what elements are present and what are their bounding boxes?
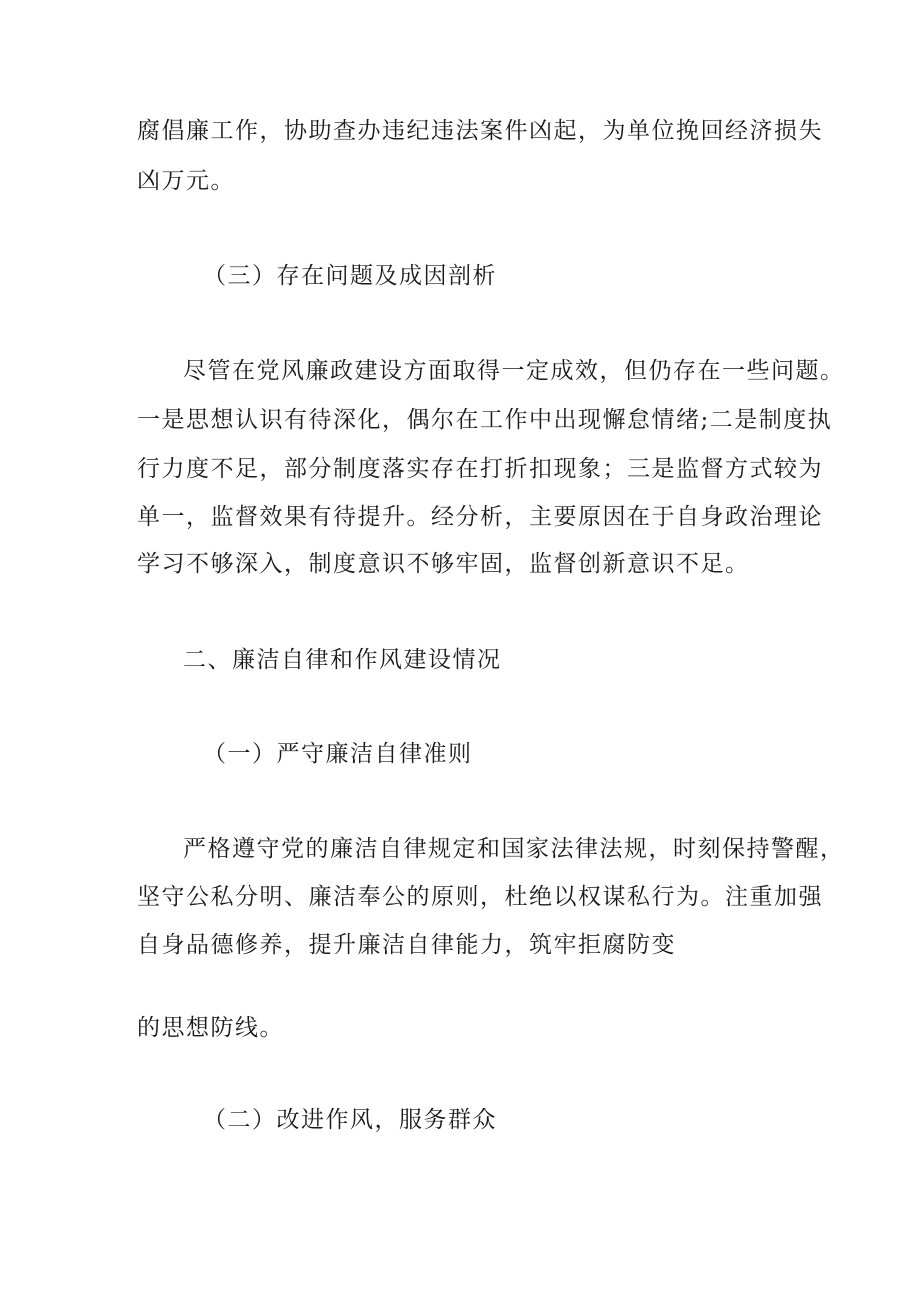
body-line: 严格遵守党的廉洁自律规定和国家法律法规，时刻保持警醒， — [183, 836, 845, 862]
section-heading: （一）严守廉洁自律准则 — [203, 741, 473, 767]
body-line: 凶万元。 — [137, 168, 235, 194]
chapter-heading: 二、廉洁自律和作风建设情况 — [183, 647, 502, 673]
body-line: 学习不够深入，制度意识不够牢固，监督创新意识不足。 — [137, 551, 750, 577]
body-line: 坚守公私分明、廉洁奉公的原则，杜绝以权谋私行为。注重加强 — [137, 884, 823, 910]
body-line: 的思想防线。 — [137, 1015, 284, 1041]
body-line: 腐倡廉工作，协助查办违纪违法案件凶起，为单位挽回经济损失 — [137, 118, 823, 144]
body-line: 自身品德修养，提升廉洁自律能力，筑牢拒腐防变 — [137, 932, 676, 958]
section-heading: （二）改进作风，服务群众 — [203, 1107, 497, 1133]
body-line: 行力度不足，部分制度落实存在打折扣现象；三是监督方式较为 — [137, 456, 823, 482]
section-heading: （三）存在问题及成因剖析 — [203, 263, 497, 289]
body-line: 一是思想认识有待深化，偶尔在工作中出现懈怠情绪;二是制度执 — [137, 407, 833, 433]
body-line: 尽管在党风廉政建设方面取得一定成效，但仍存在一些问题。 — [183, 358, 845, 384]
body-line: 单一，监督效果有待提升。经分析，主要原因在于自身政治理论 — [137, 504, 823, 530]
